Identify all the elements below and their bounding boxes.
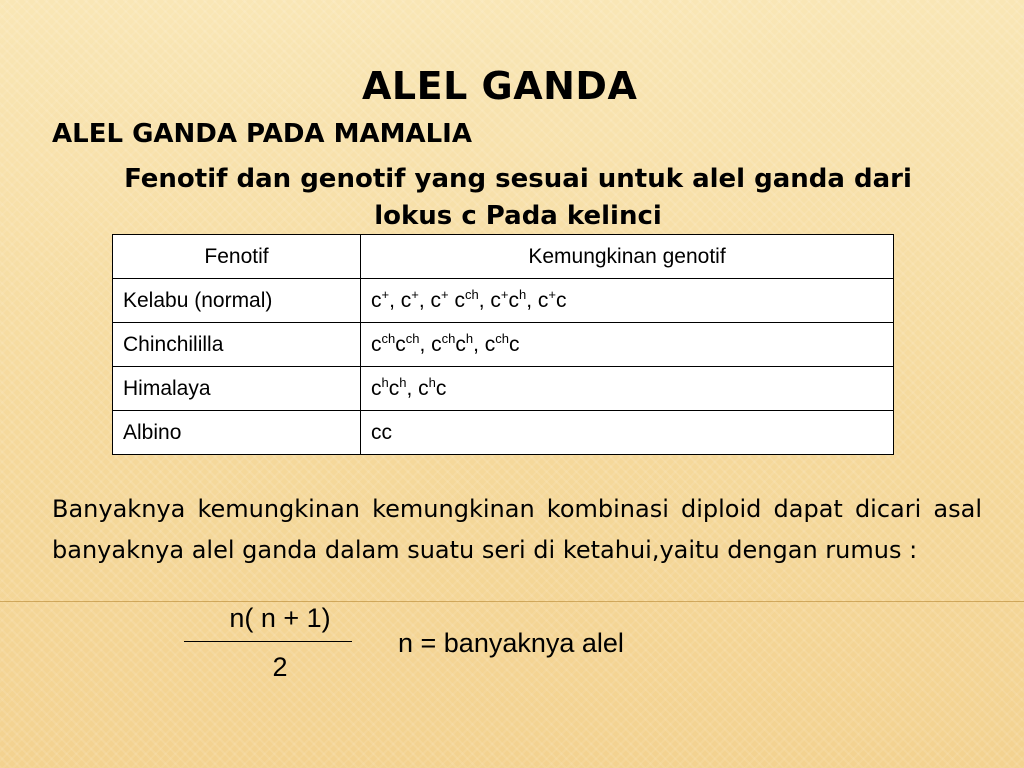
table-row (113, 367, 894, 411)
formula-numerator: n( n + 1) (229, 603, 331, 633)
phenotype-cell: Himalaya (113, 367, 361, 411)
genotype-cell: c+, c+, c+ $c^{ch}$, $c^+c^h$, c+c (361, 279, 894, 323)
phenotype-genotype-table (112, 234, 894, 455)
table-row (113, 411, 894, 455)
formula-fraction (184, 603, 352, 683)
header-genotype: Kemungkinan genotif (361, 235, 894, 279)
formula-legend: n = banyaknya alel (398, 628, 624, 658)
phenotype-cell: Kelabu (normal) (113, 279, 361, 323)
header-phenotype: Fenotif (113, 235, 361, 279)
fraction-bar (184, 641, 352, 642)
table-header-row (113, 235, 894, 279)
table-caption: Fenotif dan genotif yang sesuai untuk alel ganda dari lokus c Pada kelinci (124, 164, 912, 231)
table-row (113, 323, 894, 367)
table-row (113, 279, 894, 323)
genotype-cell: $c^{ch}c^{ch}$, $c^{ch}c^h$, $c^{ch}c$ (361, 323, 894, 367)
formula-denominator: 2 (272, 652, 288, 682)
divider-line (0, 601, 1024, 602)
phenotype-cell: Albino (113, 411, 361, 455)
genotype-cell: cc (361, 411, 894, 455)
table-body (113, 279, 894, 455)
phenotype-cell: Chinchililla (113, 323, 361, 367)
body-paragraph: Banyaknya kemungkinan kemungkinan kombinasi diploid dapat dicari asal banyaknya alel ganda dalam suatu seri di ketahui,yaitu dengan rumus : (52, 495, 982, 564)
genotype-cell: $c^hc^h$, $c^hc$ (361, 367, 894, 411)
slide-subtitle: ALEL GANDA PADA MAMALIA (52, 119, 472, 149)
slide-title: ALEL GANDA (362, 64, 638, 108)
